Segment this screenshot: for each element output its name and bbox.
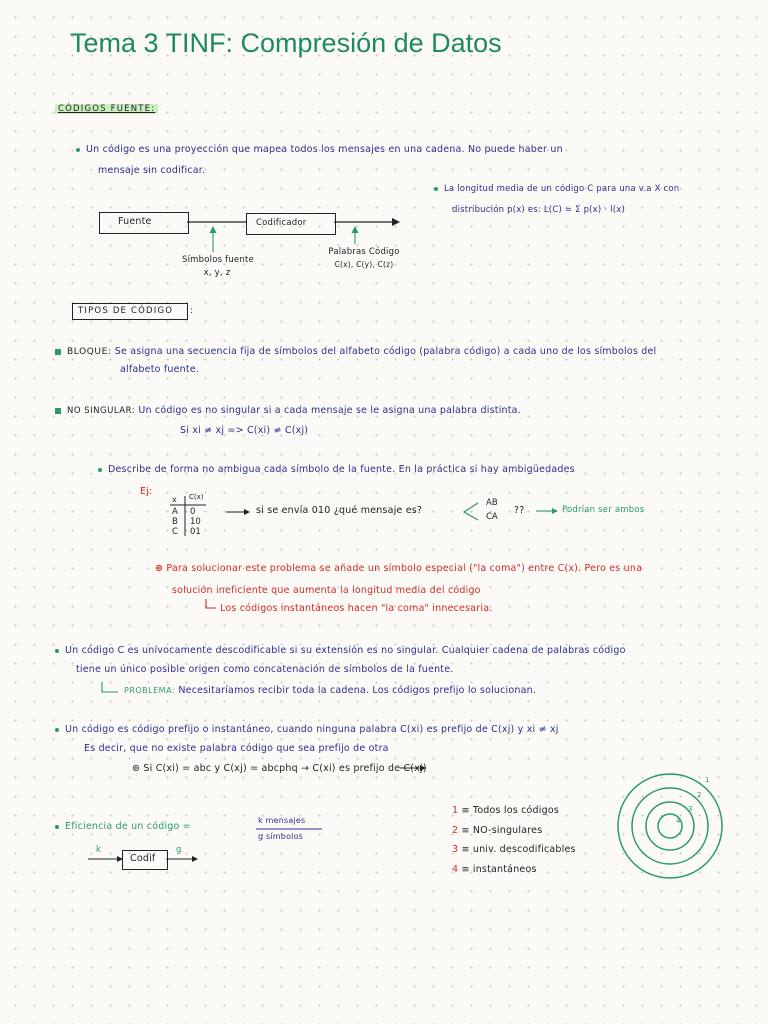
square-bullet-icon [55, 408, 61, 414]
univoco-line1: Un código C es unívocamente descodificable si su extensión es no singular. Cualquier cadena de palabras código [55, 645, 626, 656]
code-table-col-x: A B C [172, 507, 178, 537]
option-ab: AB [486, 498, 498, 508]
section-heading-codigos-fuente: CÓDIGOS FUENTE: [55, 104, 158, 114]
bloque-line1: BLOQUE: Se asigna una secuencia fija de símbolos del alfabeto código (palabra código) a cada uno de los símbolos del [55, 346, 656, 357]
bullet-icon [55, 728, 59, 732]
arrow-head-icon [352, 226, 359, 233]
univoco-line2: tiene un único posible origen como concatenación de símbolos de la fuente. [76, 664, 454, 675]
brace-icon [464, 503, 478, 520]
asterisk-circle-icon: ⊛ [155, 563, 164, 574]
problema-line: PROBLEMA: Necesitaríamos recibir toda la cadena. Los códigos prefijo lo solucionan. [124, 685, 537, 696]
bullet-icon [55, 825, 59, 829]
codif-label: Codif [130, 853, 156, 864]
bullet-icon [55, 649, 59, 653]
question-marks: ?? [514, 505, 525, 516]
codificador-label: Codificador [256, 218, 307, 228]
g-label: g [176, 845, 182, 855]
no-singular-line1: NO SINGULAR: Un código es no singular si a cada mensaje se le asigna una palabra distinta. [55, 405, 521, 416]
eficiencia-denominator: g símbolos [258, 832, 304, 841]
ring-number: 3 [688, 805, 693, 813]
prefijo-line1: Un código es código prefijo o instantáneo, cuando ninguna palabra C(xi) es prefijo de C(xj) y xi ≠ xj [55, 724, 559, 735]
legend-item: 3 ≡ univ. descodificables [452, 844, 576, 855]
intro-paragraph-line1: Un código es una proyección que mapea todos los mensajes en una cadena. No puede haber un [76, 144, 563, 155]
tipos-heading: TIPOS DE CÓDIGO [78, 306, 174, 316]
ring-number: 1 [705, 776, 710, 784]
ej-label: Ej: [140, 486, 153, 497]
legend-item: 4 ≡ instantáneos [452, 863, 537, 875]
arrow-head-icon [244, 509, 250, 515]
bullet-icon [98, 468, 102, 472]
eficiencia-numerator: k mensajes [258, 816, 306, 825]
pregunta-text: si se envía 010 ¿qué mensaje es? [256, 505, 423, 516]
longitud-media-line2: distribución p(x) es: L(C) = Σ p(x) · l(x) [452, 205, 625, 215]
palabras-codigo-label: Palabras Código C(x), C(y), C(z) [328, 247, 400, 269]
eficiencia-line: Eficiencia de un código = [55, 821, 191, 832]
simbolos-fuente-label: Símbolos fuente x, y, z [182, 255, 254, 278]
ring-number: 2 [697, 791, 702, 799]
arrow-head-icon [210, 226, 217, 233]
longitud-media-line1: La longitud media de un código C para una v.a X con [434, 184, 679, 194]
table-head-x: x [172, 495, 177, 504]
legend-item: 1 ≡ Todos los códigos [452, 805, 559, 816]
ambos-note: Podrían ser ambos [562, 505, 645, 515]
intro-paragraph-line2: mensaje sin codificar. [98, 165, 206, 176]
describe-line: Describe de forma no ambigua cada símbolo de la fuente. En la práctica si hay ambigüedades [98, 464, 575, 475]
prefijo-line2: Es decir, que no existe palabra código que sea prefijo de otra [84, 743, 389, 754]
asterisk-circle-icon: ⊛ [132, 763, 141, 774]
fuente-label: Fuente [118, 216, 152, 227]
red-corner-arrow [206, 599, 216, 608]
square-bullet-icon [55, 349, 61, 355]
red-note-line1: ⊛ Para solucionar este problema se añade un símbolo especial ("la coma") entre C(x). Pero es una [155, 563, 643, 574]
option-ca: CA [486, 512, 498, 522]
red-note-line3: Los códigos instantáneos hacen "la coma" innecesaria. [220, 603, 493, 614]
nested-sets-diagram [618, 774, 722, 878]
no-singular-line2: Si xi ≠ xj => C(xi) ≠ C(xj) [180, 425, 309, 436]
red-note-line2: solución ineficiente que aumenta la longitud media del código [172, 585, 481, 596]
green-corner-arrow [102, 682, 118, 692]
prefijo-ejemplo: ⊛ Si C(xi) = abc y C(xj) = abcphq → C(xi) es prefijo de C(xj) [132, 763, 427, 774]
arrow-head-icon [192, 856, 198, 862]
ring-number: 4 [676, 817, 681, 825]
arrow-head-icon [392, 218, 400, 226]
legend-item: 2 ≡ NO-singulares [452, 824, 543, 836]
arrow-head-icon [552, 508, 558, 514]
code-table-col-c: 0 10 01 [190, 507, 201, 537]
table-head-c: C(x) [189, 493, 204, 501]
tipos-heading-colon: : [190, 306, 195, 316]
k-label: k [96, 845, 102, 855]
bloque-line2: alfabeto fuente. [120, 364, 200, 375]
page-title: Tema 3 TINF: Compresión de Datos [70, 28, 502, 58]
code-sets-legend [452, 801, 576, 879]
